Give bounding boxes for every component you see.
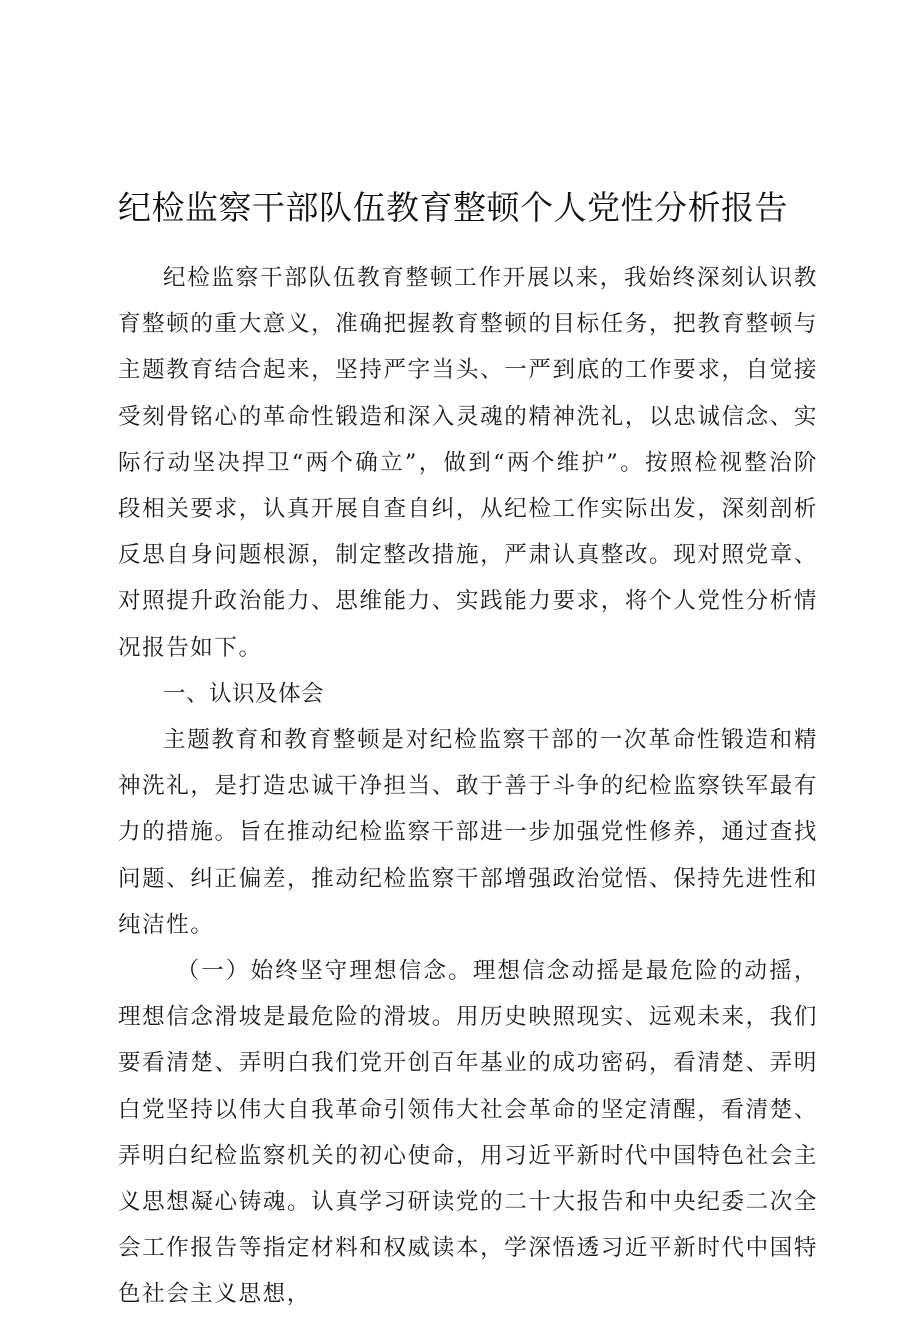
subsection-paragraph-1: （一）始终坚守理想信念。理想信念动摇是最危险的动摇，理想信念滑坡是最危险的滑坡。用历史映照现实、远观未来，我们要看清楚、弄明白我们党开创百年基业的成功密码，看清楚、弄明白党坚持以伟大自我革命引领伟大社会革命的坚定清醒，看清楚、弄明白纪检监察机关的初心使命，用习近平新时代中国特色社会主义思想凝心铸魂。认真学习研读党的二十大报告和中央纪委二次全会工作报告等指定材料和权威读本，学深悟透习近平新时代中国特色社会主义思想， xyxy=(118,958,818,1308)
section-heading-1: 一、认识及体会 xyxy=(163,680,325,707)
document-body xyxy=(118,255,818,1318)
document-title: 纪检监察干部队伍教育整顿个人党性分析报告 xyxy=(118,188,788,227)
section-paragraph-1: 主题教育和教育整顿是对纪检监察干部的一次革命性锻造和精神洗礼，是打造忠诚干净担当、敢于善于斗争的纪检监察铁军最有力的措施。旨在推动纪检监察干部进一步加强党性修养，通过查找问题、纠正偏差，推动纪检监察干部增强政治觉悟、保持先进性和纯洁性。 xyxy=(118,727,818,938)
intro-paragraph: 纪检监察干部队伍教育整顿工作开展以来，我始终深刻认识教育整顿的重大意义，准确把握教育整顿的目标任务，把教育整顿与主题教育结合起来，坚持严字当头、一严到底的工作要求，自觉接受刻骨铭心的革命性锻造和深入灵魂的精神洗礼，以忠诚信念、实际行动坚决捍卫“两个确立”，做到“两个维护”。按照检视整治阶段相关要求，认真开展自查自纠，从纪检工作实际出发，深刻剖析反思自身问题根源，制定整改措施，严肃认真整改。现对照党章、对照提升政治能力、思维能力、实践能力要求，将个人党性分析情况报告如下。 xyxy=(118,265,818,661)
